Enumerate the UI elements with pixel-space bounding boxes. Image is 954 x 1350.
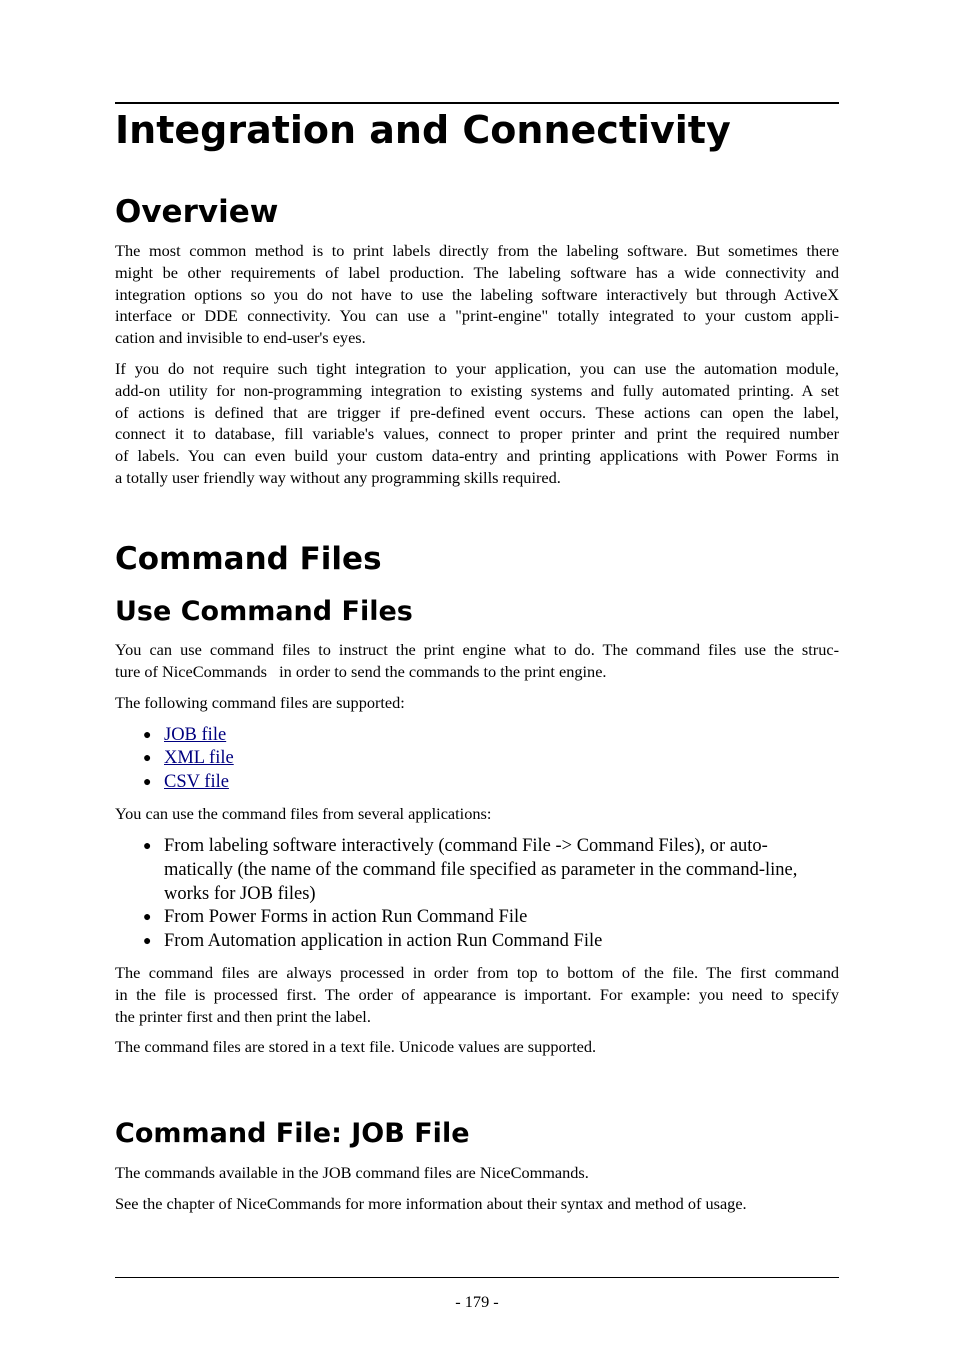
overview-paragraph-2 (115, 358, 839, 489)
bullet-icon: ● (143, 910, 152, 926)
supported-files-list (115, 724, 839, 794)
text-line: in the file is processed first. The order of appearance is important. For example: you need to specify (115, 984, 839, 1004)
bullet-icon: ● (143, 751, 152, 767)
list-item (115, 930, 839, 954)
text-line: If you do not require such tight integration to your application, you can use the automation module, (115, 359, 839, 378)
bullet-icon: ● (143, 774, 152, 790)
overview-paragraph-1 (115, 240, 839, 349)
text-line: might be other requirements of label production. The labeling software has a wide connectivity and (115, 262, 839, 282)
footer-rule (115, 1277, 839, 1278)
storage-paragraph (115, 1036, 839, 1058)
top-rule (115, 102, 839, 104)
text-line: the printer first and then print the label. (115, 1006, 371, 1026)
text-line: The most common method is to print labels directly from the labeling software. But sometimes there (115, 241, 839, 260)
job-file-paragraph-2 (115, 1193, 839, 1215)
bullet-icon: ● (143, 934, 152, 950)
text-line: add-on utility for non-programming integration to existing systems and fully automated printing. A set (115, 380, 839, 400)
job-file-paragraph-1 (115, 1162, 839, 1184)
text-line: The command files are always processed in order from top to bottom of the file. The first command (115, 963, 839, 982)
bullet-icon: ● (143, 839, 152, 854)
list-item (115, 835, 839, 906)
text-line: You can use command files to instruct the print engine what to do. The command files use the struc- (115, 640, 839, 659)
text-line: interface or DDE connectivity. You can use a "print-engine" totally integrated to your custom appli- (115, 306, 839, 326)
page-number: - 179 - (455, 1292, 499, 1311)
job-file-heading: Command File: JOB File (115, 1118, 470, 1149)
text-line: ture of NiceCommands in order to send the commands to the print engine. (115, 661, 607, 681)
use-command-files-paragraph (115, 639, 839, 683)
apps-intro (115, 803, 839, 825)
chapter-title: Integration and Connectivity (115, 108, 731, 152)
command-files-heading: Command Files (115, 541, 382, 577)
applications-list (115, 835, 839, 954)
text-line: The commands available in the JOB command files are NiceCommands. (115, 1163, 589, 1182)
text-line: cation and invisible to end-user's eyes. (115, 328, 366, 348)
text-line: The command files are stored in a text file. Unicode values are supported. (115, 1037, 597, 1056)
bullet-icon: ● (143, 728, 152, 743)
text-line: of labels. You can even build your custom data-entry and printing applications with Power Forms in (115, 446, 839, 466)
text-line: matically (the name of the command file specified as parameter in the command-line, (164, 859, 798, 880)
text-line: From labeling software interactively (command File -> Command Files), or auto- (164, 836, 768, 856)
text-line: The following command files are supported: (115, 693, 405, 712)
link-xml-file[interactable]: XML file (164, 748, 234, 769)
list-item (115, 747, 839, 770)
text-line: a totally user friendly way without any programming skills required. (115, 467, 561, 487)
supported-intro (115, 692, 839, 714)
list-item (115, 724, 839, 747)
use-command-files-heading: Use Command Files (115, 596, 413, 627)
list-item (115, 906, 839, 930)
text-line: From Power Forms in action Run Command File (164, 907, 528, 928)
text-line: See the chapter of NiceCommands for more information about their syntax and method of usage. (115, 1194, 747, 1213)
link-job-file[interactable]: JOB file (164, 725, 227, 745)
text-line: You can use the command files from several applications: (115, 804, 492, 823)
text-line: integration options so you do not have to use the labeling software interactively but through ActiveX (115, 284, 839, 304)
processing-order-paragraph (115, 962, 839, 1027)
overview-heading: Overview (115, 194, 279, 230)
text-line: of actions is defined that are trigger if pre-defined event occurs. These actions can open the label, (115, 402, 839, 422)
link-csv-file[interactable]: CSV file (164, 771, 229, 792)
list-item (115, 771, 839, 794)
text-line: connect it to database, fill variable's values, connect to proper printer and print the required number (115, 424, 839, 444)
text-line: From Automation application in action Run Command File (164, 931, 603, 952)
text-line: works for JOB files) (164, 883, 316, 904)
